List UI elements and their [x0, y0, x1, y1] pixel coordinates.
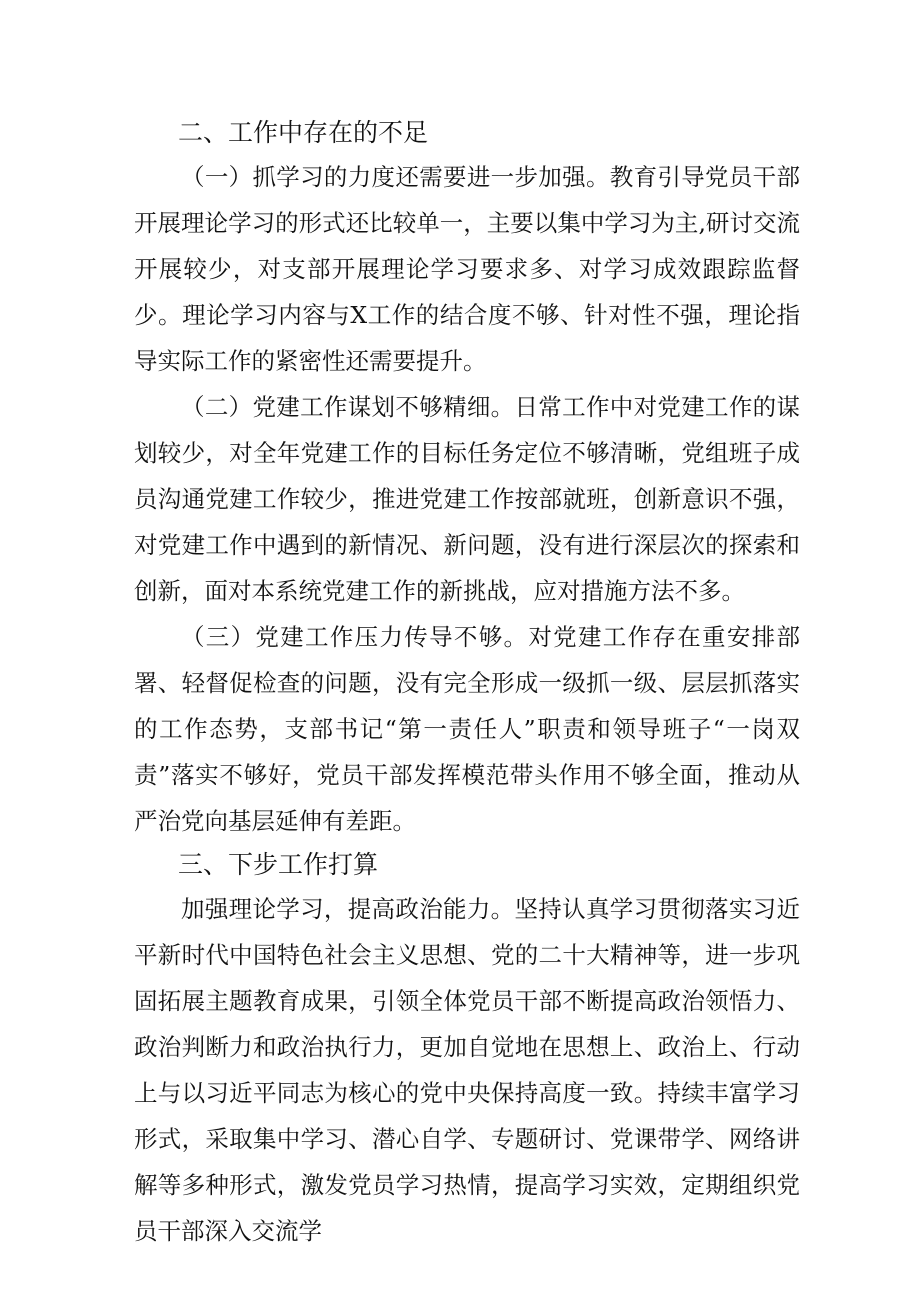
paragraph-party-planning: （二）党建工作谋划不够精细。日常工作中对党建工作的谋划较少，对全年党建工作的目标任务定位不够清晰，党组班子成员沟通党建工作较少，推进党建工作按部就班，创新意识不强，对党建工作中遇到的新情况、新问题，没有进行深层次的探索和创新，面对本系统党建工作的新挑战，应对措施方法不多。 — [134, 393, 800, 605]
section-heading-shortcomings: 二、工作中存在的不足 — [178, 118, 429, 147]
paragraph-study-intensity: （一）抓学习的力度还需要进一步加强。教育引导党员干部开展理论学习的形式还比较单一，主要以集中学习为主,研讨交流开展较少，对支部开展理论学习要求多、对学习成效跟踪监督少。理论学习内容与X工作的结合度不够、针对性不强，理论指导实际工作的紧密性还需要提升。 — [134, 163, 800, 375]
section-heading-next-steps: 三、下步工作打算 — [178, 850, 379, 879]
paragraph-pressure-transmission: （三）党建工作压力传导不够。对党建工作存在重安排部署、轻督促检查的问题，没有完全形成一级抓一级、层层抓落实的工作态势，支部书记“第一责任人”职责和领导班子“一岗双责”落实不够好，党员干部发挥模范带头作用不够全面，推动从严治党向基层延伸有差距。 — [134, 623, 800, 835]
paragraph-theory-study: 加强理论学习，提高政治能力。坚持认真学习贯彻落实习近平新时代中国特色社会主义思想、党的二十大精神等，进一步巩固拓展主题教育成果，引领全体党员干部不断提高政治领悟力、政治判断力和政治执行力，更加自觉地在思想上、政治上、行动上与以习近平同志为核心的党中央保持高度一致。持续丰富学习形式，采取集中学习、潜心自学、专题研讨、党课带学、网络讲解等多种形式，激发党员学习热情，提高学习实效，定期组织党员干部深入交流学 — [134, 895, 800, 1245]
